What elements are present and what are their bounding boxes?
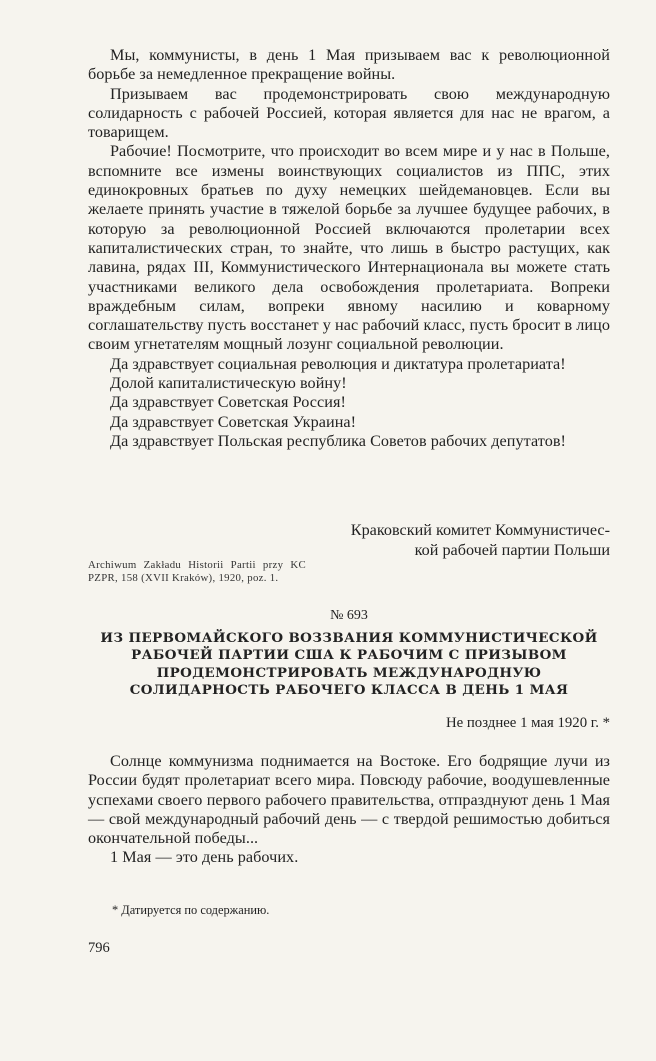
dateline: Не позднее 1 мая 1920 г. * xyxy=(445,715,610,731)
signature-line: Краковский комитет Коммунистичес- xyxy=(350,521,610,539)
slogan: Да здравствует Польская республика Советов рабочих депутатов! xyxy=(110,431,566,450)
footnote: * Датируется по содержанию. xyxy=(112,903,270,917)
document-number: № 693 xyxy=(330,608,368,623)
appeal-text-top xyxy=(88,46,610,451)
paragraph: Солнце коммунизма поднимается на Востоке. Его бодрящие лучи из России будят пролетариат всего мира. Повсюду рабочие, воодушевленные успехами своего первого рабочего правительства, отпразднуют день 1 Мая — свой международный рабочий день — с твердой решимостью добиться окончательной победы... xyxy=(88,752,610,848)
signature-line: кой рабочей партии Польши xyxy=(414,540,610,559)
archive-source: Archiwum Zakładu Historii Partii przy KC PZPR, 158 (XVII Kraków), 1920, poz. 1. xyxy=(88,559,306,584)
slogan: Да здравствует Советская Россия! xyxy=(110,393,346,412)
slogan: Да здравствует социальная революция и диктатура пролетариата! xyxy=(110,354,566,373)
paragraph: Призываем вас продемонстрировать свою международную солидарность с рабочей Россией, которая является для нас не врагом, а товарищем. xyxy=(88,84,610,142)
signature xyxy=(262,521,610,560)
paragraph: Рабочие! Посмотрите, что происходит во всем мире и у нас в Польше, вспомните все измены воинствующих социалистов из ППС, этих единокровных братьев по духу немецких шейдемановцев. Если вы желаете принять участие в тяжелой борьбе за лучшее будущее рабочих, в которую за революционной Россией включаются пролетарии всех капиталистических стран, то знайте, что лишь в быстро растущих, как лавина, рядах III, Коммунистического Интернационала вы можете стать участниками великого дела освобождения пролетариата. Вопреки враждебным силам, вопреки явному насилию и коварному соглашательству пусть восстанет у нас рабочий класс, пусть бросит в лицо своим угнетателям мощный лозунг социальной революции. xyxy=(88,142,610,354)
appeal-text-bottom xyxy=(88,752,610,868)
paragraph: 1 Мая — это день рабочих. xyxy=(110,848,299,867)
slogan: Да здравствует Советская Украина! xyxy=(110,412,357,431)
slogan: Долой капиталистическую войну! xyxy=(110,374,347,393)
document-heading: ИЗ ПЕРВОМАЙСКОГО ВОЗЗВАНИЯ КОММУНИСТИЧЕСКОЙ РАБОЧЕЙ ПАРТИИ США К РАБОЧИМ С ПРИЗЫВОМ ПРОДЕМОНСТРИРОВАТЬ МЕЖДУНАРОДНУЮ СОЛИДАРНОСТЬ РАБОЧЕГО КЛАССА В ДЕНЬ 1 МАЯ xyxy=(100,630,598,699)
page-number: 796 xyxy=(88,940,110,956)
paragraph: Мы, коммунисты, в день 1 Мая призываем вас к революционной борьбе за немедленное прекращение войны. xyxy=(88,46,610,84)
